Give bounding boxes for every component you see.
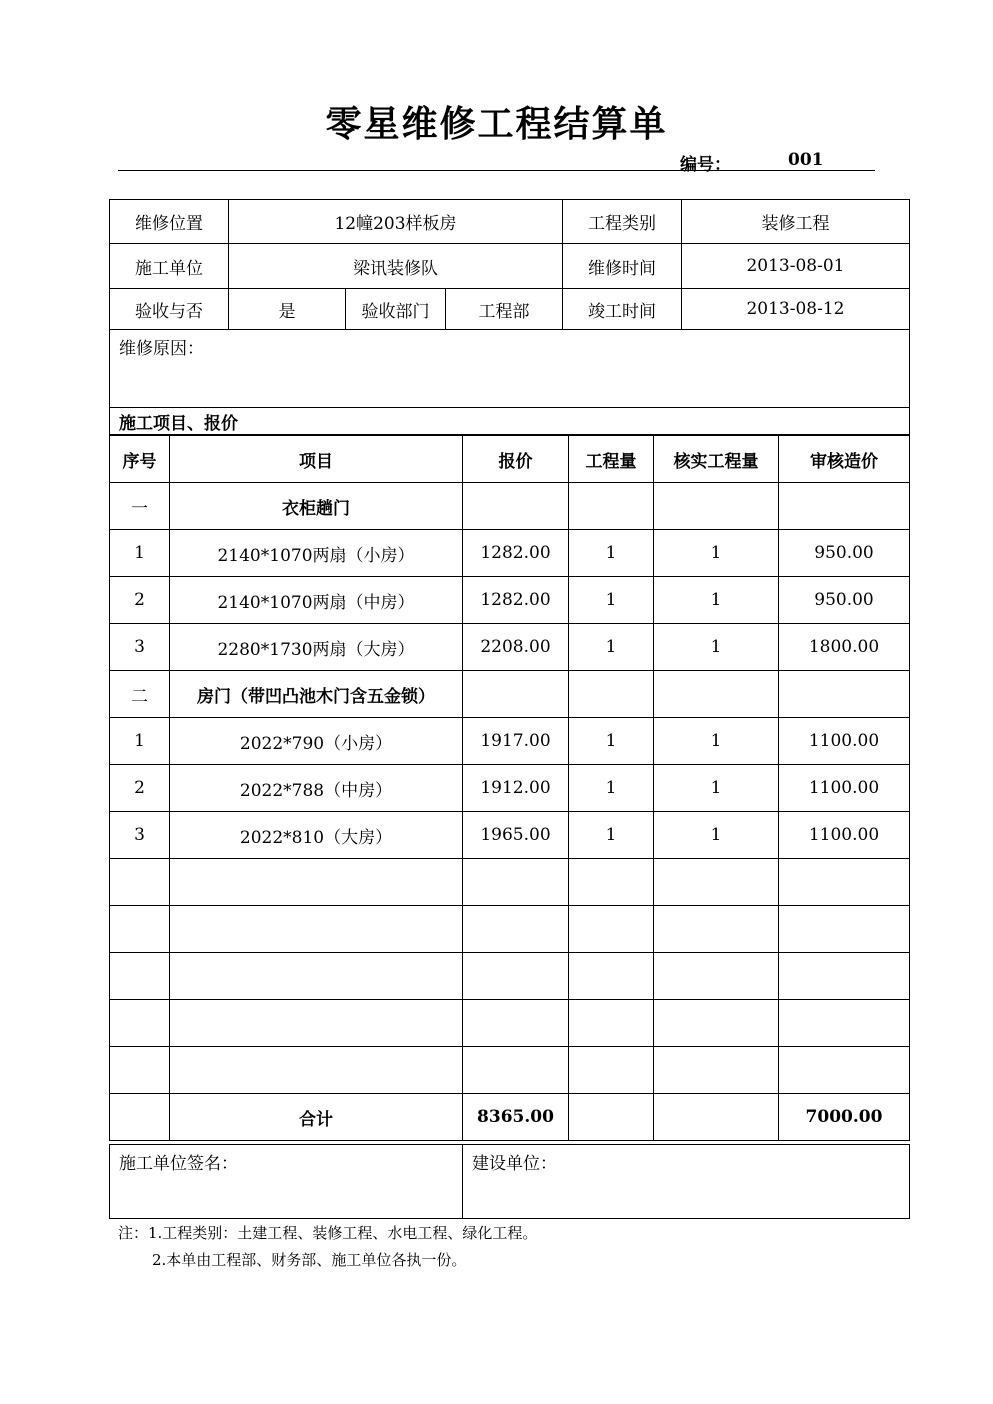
row-no: 3 <box>110 812 170 859</box>
row-quote <box>463 1000 569 1047</box>
row-verified-qty: 1 <box>654 530 779 577</box>
row-qty <box>569 859 654 906</box>
row-item <box>170 1000 463 1047</box>
row-item: 衣柜趟门 <box>170 483 463 530</box>
total-row <box>110 1094 910 1141</box>
row-qty <box>569 906 654 953</box>
row-audited <box>779 1000 910 1047</box>
row-item <box>170 859 463 906</box>
row-audited: 1800.00 <box>779 624 910 671</box>
row-quote <box>463 953 569 1000</box>
repair-time-label: 维修时间 <box>563 244 682 289</box>
number-label: 编号： <box>680 155 731 175</box>
row-item: 2022*810（大房） <box>170 812 463 859</box>
row-qty: 1 <box>569 765 654 812</box>
table-row <box>110 718 910 765</box>
row-item: 2140*1070两扇（小房） <box>170 530 463 577</box>
row-qty <box>569 483 654 530</box>
category-label: 工程类别 <box>563 200 682 244</box>
repair-time-value: 2013-08-01 <box>682 244 910 289</box>
row-no <box>110 1000 170 1047</box>
row-verified-qty <box>654 859 779 906</box>
accepted-label: 验收与否 <box>110 289 229 330</box>
row-qty: 1 <box>569 812 654 859</box>
row-item: 2022*790（小房） <box>170 718 463 765</box>
row-verified-qty <box>654 906 779 953</box>
row-no: 3 <box>110 624 170 671</box>
header-quote: 报价 <box>463 436 569 483</box>
info-table <box>109 199 910 435</box>
table-row <box>110 859 910 906</box>
row-verified-qty: 1 <box>654 718 779 765</box>
acceptance-dept-label: 验收部门 <box>346 289 446 330</box>
info-row-acceptance <box>110 289 910 330</box>
header-verified-qty: 核实工程量 <box>654 436 779 483</box>
total-blank-verified <box>654 1094 779 1141</box>
row-qty <box>569 671 654 718</box>
location-label: 维修位置 <box>110 200 229 244</box>
row-verified-qty <box>654 671 779 718</box>
row-no <box>110 859 170 906</box>
row-quote: 1965.00 <box>463 812 569 859</box>
row-verified-qty: 1 <box>654 577 779 624</box>
table-row <box>110 483 910 530</box>
note-1: 注：1.工程类别：土建工程、装修工程、水电工程、绿化工程。 <box>118 1224 538 1242</box>
row-verified-qty: 1 <box>654 765 779 812</box>
location-value: 12幢203样板房 <box>229 200 563 244</box>
items-body <box>110 483 910 1094</box>
row-no: 1 <box>110 718 170 765</box>
row-quote <box>463 1047 569 1094</box>
total-audited: 7000.00 <box>779 1094 910 1141</box>
row-audited <box>779 483 910 530</box>
table-row <box>110 953 910 1000</box>
items-table <box>109 435 910 1141</box>
row-audited <box>779 859 910 906</box>
row-qty: 1 <box>569 577 654 624</box>
table-row <box>110 577 910 624</box>
category-value: 装修工程 <box>682 200 910 244</box>
row-quote <box>463 671 569 718</box>
total-blank-no <box>110 1094 170 1141</box>
row-qty: 1 <box>569 624 654 671</box>
row-no <box>110 953 170 1000</box>
note-2: 2.本单由工程部、财务部、施工单位各执一份。 <box>152 1251 467 1269</box>
total-blank-qty <box>569 1094 654 1141</box>
owner-label: 建设单位： <box>463 1145 910 1219</box>
completion-time-value: 2013-08-12 <box>682 289 910 330</box>
reason-label: 维修原因： <box>110 330 910 408</box>
header-item: 项目 <box>170 436 463 483</box>
row-quote: 1912.00 <box>463 765 569 812</box>
table-row <box>110 624 910 671</box>
table-row <box>110 1000 910 1047</box>
title-underline <box>118 170 875 171</box>
row-verified-qty <box>654 953 779 1000</box>
row-item <box>170 906 463 953</box>
row-no <box>110 906 170 953</box>
row-qty <box>569 1000 654 1047</box>
row-quote <box>463 483 569 530</box>
items-header-row <box>110 436 910 483</box>
row-verified-qty: 1 <box>654 812 779 859</box>
header-no: 序号 <box>110 436 170 483</box>
row-audited <box>779 671 910 718</box>
contractor-sign-label: 施工单位签名： <box>110 1145 463 1219</box>
row-item: 2280*1730两扇（大房） <box>170 624 463 671</box>
info-row-contractor <box>110 244 910 289</box>
info-row-location <box>110 200 910 244</box>
contractor-value: 梁讯装修队 <box>229 244 563 289</box>
row-no: 二 <box>110 671 170 718</box>
row-no <box>110 1047 170 1094</box>
row-audited: 950.00 <box>779 530 910 577</box>
row-item: 2022*788（中房） <box>170 765 463 812</box>
row-qty: 1 <box>569 530 654 577</box>
row-quote: 1917.00 <box>463 718 569 765</box>
row-quote <box>463 859 569 906</box>
signature-row <box>110 1145 910 1219</box>
row-item: 2140*1070两扇（中房） <box>170 577 463 624</box>
info-row-reason <box>110 330 910 408</box>
row-no: 2 <box>110 577 170 624</box>
row-audited <box>779 1047 910 1094</box>
row-item <box>170 953 463 1000</box>
header-qty: 工程量 <box>569 436 654 483</box>
accepted-value: 是 <box>229 289 346 330</box>
row-audited: 1100.00 <box>779 718 910 765</box>
row-qty <box>569 1047 654 1094</box>
row-qty <box>569 953 654 1000</box>
row-no: 2 <box>110 765 170 812</box>
row-qty: 1 <box>569 718 654 765</box>
acceptance-dept-value: 工程部 <box>446 289 563 330</box>
row-audited: 950.00 <box>779 577 910 624</box>
contractor-label: 施工单位 <box>110 244 229 289</box>
row-quote <box>463 906 569 953</box>
total-quote: 8365.00 <box>463 1094 569 1141</box>
row-verified-qty <box>654 1047 779 1094</box>
section-title: 施工项目、报价 <box>110 408 910 435</box>
section-title-row <box>110 408 910 435</box>
row-no: 1 <box>110 530 170 577</box>
document-title: 零星维修工程结算单 <box>325 103 668 145</box>
row-audited: 1100.00 <box>779 765 910 812</box>
total-label: 合计 <box>170 1094 463 1141</box>
table-row <box>110 530 910 577</box>
table-row <box>110 1047 910 1094</box>
row-verified-qty <box>654 483 779 530</box>
number-value: 001 <box>788 150 824 170</box>
completion-time-label: 竣工时间 <box>563 289 682 330</box>
row-item: 房门（带凹凸池木门含五金锁） <box>170 671 463 718</box>
row-audited <box>779 906 910 953</box>
row-item <box>170 1047 463 1094</box>
row-quote: 1282.00 <box>463 530 569 577</box>
row-quote: 1282.00 <box>463 577 569 624</box>
row-verified-qty <box>654 1000 779 1047</box>
row-verified-qty: 1 <box>654 624 779 671</box>
row-audited: 1100.00 <box>779 812 910 859</box>
signature-table <box>109 1144 910 1219</box>
table-row <box>110 812 910 859</box>
row-audited <box>779 953 910 1000</box>
table-row <box>110 765 910 812</box>
header-audited: 审核造价 <box>779 436 910 483</box>
table-row <box>110 671 910 718</box>
row-quote: 2208.00 <box>463 624 569 671</box>
row-no: 一 <box>110 483 170 530</box>
table-row <box>110 906 910 953</box>
